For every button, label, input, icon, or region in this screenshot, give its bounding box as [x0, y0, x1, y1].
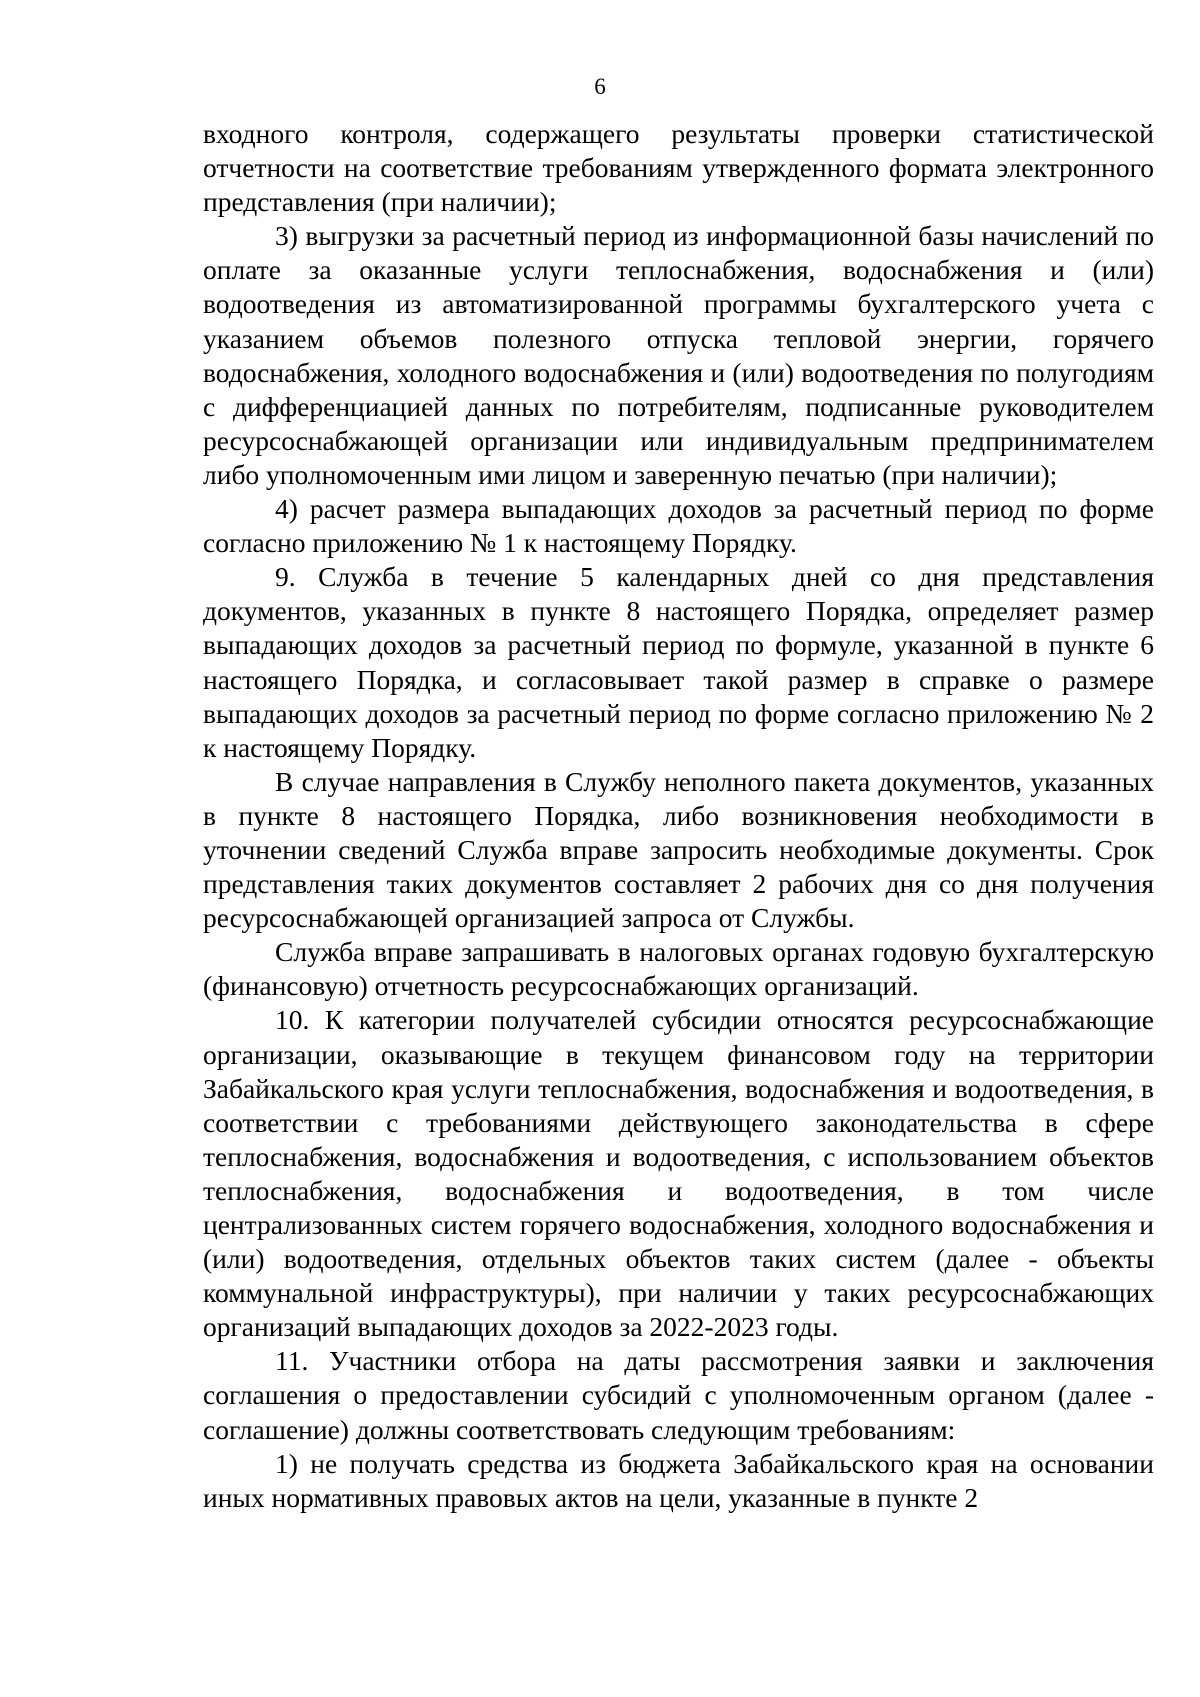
paragraph-item-4-lost-income-calculation: 4) расчет размера выпадающих доходов за расчетный период по форме согласно приложению № 1 к настоящему Порядку. — [203, 493, 1154, 559]
page-number: 6 — [594, 74, 606, 99]
paragraph-item-3-billing-export: 3) выгрузки за расчетный период из информационной базы начислений по оплате за оказанные услуги теплоснабжения, водоснабжения и (или) водоотведения из автоматизированной программы бухгалтерского учета с указанием объемов полезного отпуска тепловой энергии, горячего водоснабжения, холодного водоснабжения и (или) водоотведения по полугодиям с дифференциацией данных по потребителям, подписанные руководителем ресурсоснабжающей организации или индивидуальным предпринимателем либо уполномоченным ими лицом и заверенную печатью (при наличии); — [203, 220, 1154, 490]
paragraph-incomplete-documents: В случае направления в Службу неполного пакета документов, указанных в пункте 8 настоящего Порядка, либо возникновения необходимости в уточнении сведений Служба вправе запросить необходимые документы. Срок представления таких документов составляет 2 рабочих дня со дня получения ресурсоснабжающей организацией запроса от Службы. — [203, 765, 1154, 934]
paragraph-statistical-control: входного контроля, содержащего результаты проверки статистической отчетности на соответствие требованиям утвержденного формата электронного представления (при наличии); — [203, 118, 1154, 218]
paragraph-clause-9: 9. Служба в течение 5 календарных дней со дня представления документов, указанных в пункте 8 настоящего Порядка, определяет размер выпадающих доходов за расчетный период по формуле, указанной в пункте 6 настоящего Порядка, и согласовывает такой размер в справке о размере выпадающих доходов за расчетный период по форме согласно приложению № 2 к настоящему Порядку. — [203, 561, 1154, 763]
paragraph-item-1-requirements: 1) не получать средства из бюджета Забайкальского края на основании иных нормативных правовых актов на цели, указанные в пункте 2 — [203, 1447, 1154, 1513]
paragraph-tax-authority-request: Служба вправе запрашивать в налоговых органах годовую бухгалтерскую (финансовую) отчетность ресурсоснабжающих организаций. — [203, 936, 1154, 1002]
paragraph-clause-10: 10. К категории получателей субсидии относятся ресурсоснабжающие организации, оказывающие в текущем финансовом году на территории Забайкальского края услуги теплоснабжения, водоснабжения и водоотведения, в соответствии с требованиями действующего законодательства в сфере теплоснабжения, водоснабжения и водоотведения, с использованием объектов теплоснабжения, водоснабжения и водоотведения, в том числе централизованных систем горячего водоснабжения, холодного водоснабжения и (или) водоотведения, отдельных объектов таких систем (далее - объекты коммунальной инфраструктуры), при наличии у таких ресурсоснабжающих организаций выпадающих доходов за 2022-2023 годы. — [203, 1004, 1154, 1343]
document-body — [203, 117, 1154, 1515]
paragraph-clause-11: 11. Участники отбора на даты рассмотрения заявки и заключения соглашения о предоставлении субсидий с уполномоченным органом (далее - соглашение) должны соответствовать следующим требованиям: — [203, 1345, 1154, 1445]
